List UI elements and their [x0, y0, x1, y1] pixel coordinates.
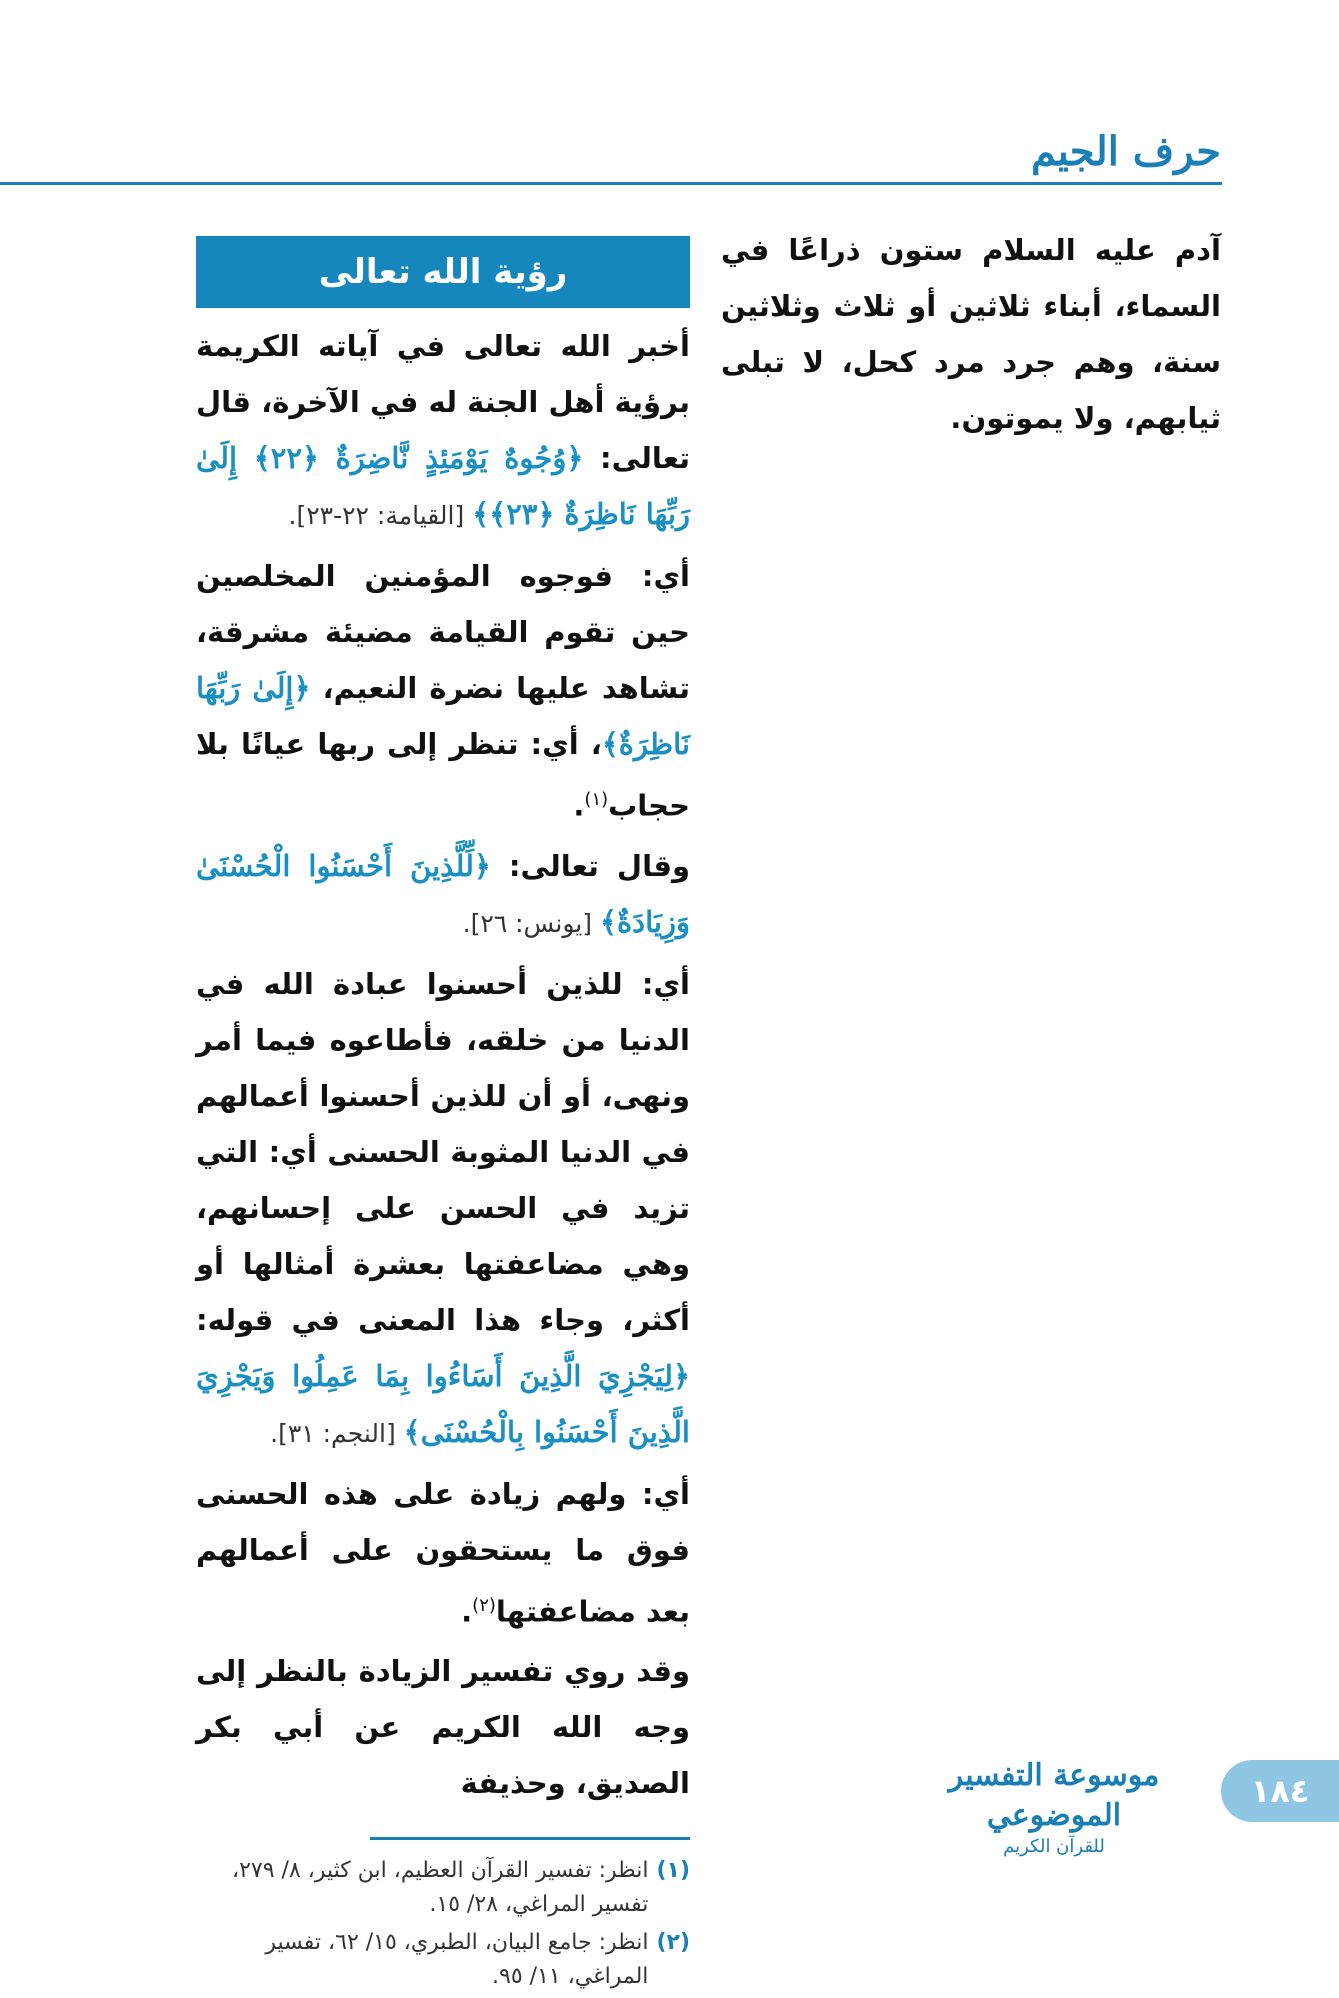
footnote-2-text: انظر: جامع البيان، الطبري، ١٥/ ٦٢، تفسير المراغي، ١١/ ٩٥. [265, 1930, 649, 1990]
footnote-1-text: انظر: تفسير القرآن العظيم، ابن كثير، ٨/ ٢٧٩، تفسير المراغي، ٢٨/ ١٥. [232, 1858, 649, 1918]
paragraph-6 [196, 1643, 690, 1811]
paragraph-6-text: وقد روي تفسير الزيادة بالنظر إلى وجه الله الكريم عن أبي بكر الصديق، وحذيفة [196, 1654, 690, 1801]
header-divider [0, 182, 1222, 185]
quran-verse-yunus: ﴿لِّلَّذِينَ أَحْسَنُوا الْحُسْنَىٰ وَزِيَادَةٌ﴾ [196, 848, 690, 939]
right-column-text: آدم عليه السلام ستون ذراعًا في السماء، أبناء ثلاثين أو ثلاث وثلاثين سنة، وهم جرد مرد كحل، لا تبلى ثيابهم، ولا يموتون. [721, 233, 1221, 435]
quran-verse-qiyamah: ﴿وُجُوهٌ يَوْمَئِذٍ نَّاضِرَةٌ ﴿٢٢﴾ إِلَىٰ رَبِّهَا نَاظِرَةٌ ﴿٢٣﴾﴾ [196, 441, 690, 531]
footnote-marker-1[interactable]: (١) [584, 789, 609, 810]
verse-reference-yunus: [يونس: ٢٦]. [462, 908, 600, 938]
footnotes [196, 1854, 690, 1994]
paragraph-2 [196, 548, 690, 834]
paragraph-3-text: وقال تعالى: [490, 848, 690, 883]
footnote-2-number: (٢) [656, 1930, 690, 1956]
paragraph-2-end: . [573, 788, 585, 823]
paragraph-3 [196, 838, 690, 952]
quran-verse-nazirah: ﴿إِلَىٰ رَبِّهَا نَاظِرَةٌ﴾ [196, 671, 690, 761]
section-title: رؤية الله تعالى [196, 236, 690, 308]
logo-line-2: للقرآن الكريم [1003, 1836, 1105, 1857]
footnote-marker-2[interactable]: (٢) [472, 1594, 496, 1616]
paragraph-5-end: . [461, 1594, 473, 1629]
page-number: ١٨٤ [1221, 1760, 1339, 1822]
paragraph-4 [196, 956, 690, 1462]
verse-reference-qiyamah: [القيامة: ٢٢-٢٣]. [288, 501, 473, 530]
paragraph-1-text: أخبر الله تعالى في آياته الكريمة برؤية أهل الجنة له في الآخرة، قال تعالى: [196, 329, 691, 475]
footnote-2 [196, 1926, 690, 1994]
footnote-1-number: (١) [656, 1858, 690, 1884]
left-column [196, 236, 690, 1998]
verse-reference-najm: [النجم: ٣١]. [270, 1418, 404, 1448]
paragraph-4-text: أي: للذين أحسنوا عبادة الله في الدنيا من خلقه، فأطاعوه فيما أمر ونهى، أو أن للذين أحسنوا أعمالهم في الدنيا المثوبة الحسنى أي: التي تزيد في الحسن على إحسانهم، وهي مضاعفتها بعشرة أمثالها أو أكثر، وجاء هذا المعنى في قوله: [196, 966, 690, 1337]
paragraph-1 [196, 318, 690, 544]
logo-line-1: موسوعة التفسير الموضوعي [948, 1758, 1160, 1833]
footnote-divider [370, 1837, 690, 1840]
footnote-1 [196, 1854, 690, 1922]
paragraph-5-text: أي: ولهم زيادة على هذه الحسنى فوق ما يستحقون على أعمالهم بعد مضاعفتها [196, 1476, 690, 1629]
chapter-title: حرف الجيم [1031, 128, 1221, 175]
quran-verse-najm: ﴿لِيَجْزِيَ الَّذِينَ أَسَاءُوا بِمَا عَمِلُوا وَيَجْزِيَ الَّذِينَ أَحْسَنُوا بِالْحُسْنَى﴾ [196, 1358, 690, 1449]
paragraph-5 [196, 1466, 690, 1640]
paragraph-2-text-b: ، أي: تنظر إلى ربها عيانًا بلا حجاب [196, 727, 690, 823]
encyclopedia-logo [919, 1756, 1189, 1858]
paragraph-2-text-a: أي: فوجوه المؤمنين المخلصين حين تقوم القيامة مضيئة مشرقة، تشاهد عليها نضرة النعيم، [196, 559, 690, 705]
